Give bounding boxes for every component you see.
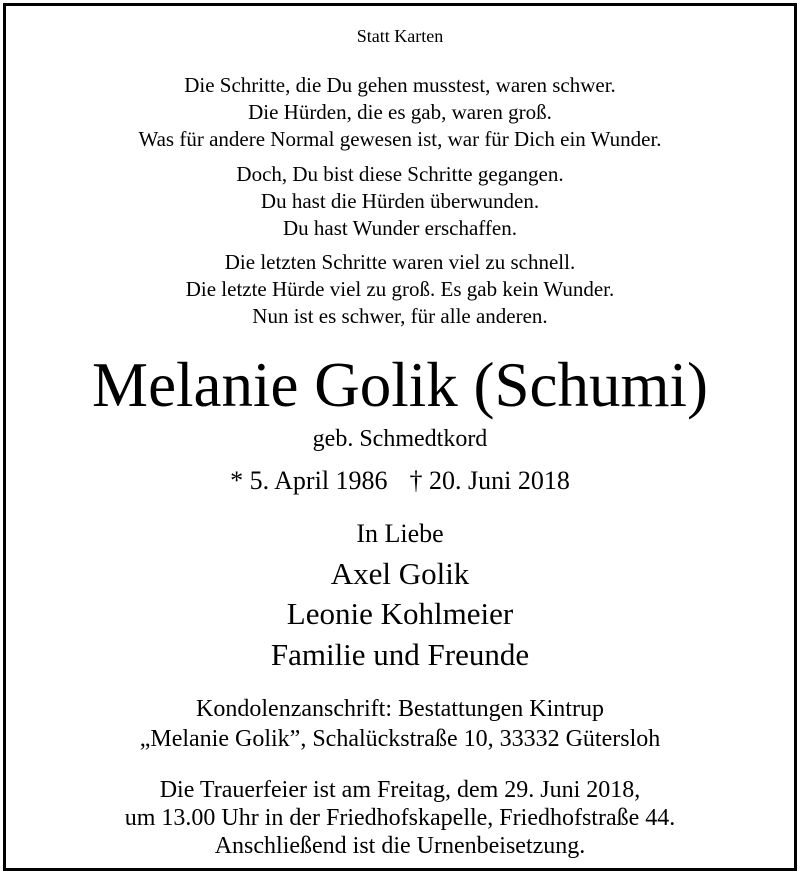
poem-line: Die Hürden, die es gab, waren groß.	[248, 100, 552, 124]
poem-stanza-1	[6, 72, 794, 153]
life-dates	[6, 466, 794, 496]
funeral-info-line: um 13.00 Uhr in der Friedhofskapelle, Friedhofstraße 44.	[124, 805, 676, 831]
death-date: † 20. Juni 2018	[409, 466, 570, 495]
mourner-name: Leonie Kohlmeier	[286, 596, 514, 631]
poem-line: Nun ist es schwer, für alle anderen.	[252, 304, 548, 328]
obituary-notice	[3, 3, 797, 871]
poem-stanza-3	[6, 249, 794, 330]
poem-line: Was für andere Normal gewesen ist, war für Dich ein Wunder.	[138, 127, 662, 151]
poem-line: Du hast Wunder erschaffen.	[283, 216, 517, 240]
poem-line: Du hast die Hürden überwunden.	[260, 189, 540, 213]
deceased-name: Melanie Golik (Schumi)	[92, 350, 708, 420]
mourners-intro: In Liebe	[356, 519, 444, 548]
poem-line: Doch, Du bist diese Schritte gegangen.	[236, 162, 564, 186]
maiden-name: geb. Schmedtkord	[312, 426, 488, 452]
poem-line: Die Schritte, die Du gehen musstest, waren schwer.	[184, 73, 616, 97]
poem-stanza-2	[6, 161, 794, 242]
condolence-address-line: „Melanie Golik”, Schalückstraße 10, 33332 Gütersloh	[139, 726, 661, 752]
funeral-info-line: Die Trauerfeier ist am Freitag, dem 29. Juni 2018,	[159, 777, 641, 803]
mourner-name: Axel Golik	[330, 556, 470, 591]
poem-line: Die letzte Hürde viel zu groß. Es gab kein Wunder.	[185, 277, 615, 301]
mourner-name: Familie und Freunde	[270, 637, 530, 672]
birth-date: * 5. April 1986	[230, 466, 388, 495]
poem-line: Die letzten Schritte waren viel zu schnell.	[224, 250, 576, 274]
condolence-address-line: Kondolenzanschrift: Bestattungen Kintrup	[196, 696, 604, 722]
funeral-info-line: Anschließend ist die Urnenbeisetzung.	[214, 833, 586, 859]
header-text: Statt Karten	[356, 26, 444, 46]
